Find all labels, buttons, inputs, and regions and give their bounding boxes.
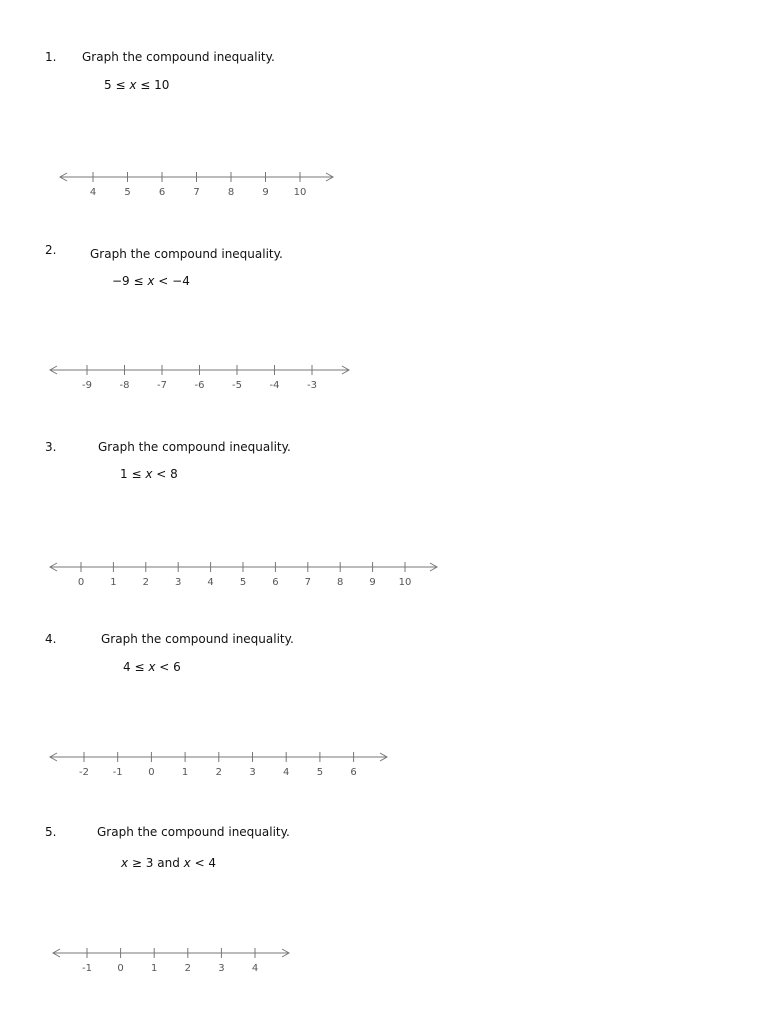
problem-3-expression: 1 ≤ x < 8: [120, 467, 178, 481]
tick-label: 4: [283, 767, 290, 778]
tick-label: 6: [272, 577, 279, 588]
problem-3-number: 3.: [45, 440, 57, 454]
problem-4-number: 4.: [45, 632, 57, 646]
tick-label: 2: [184, 963, 191, 974]
tick-label: -6: [194, 380, 205, 391]
tick-label: -8: [119, 380, 130, 391]
tick-label: 10: [398, 577, 412, 588]
tick-label: 0: [148, 767, 155, 778]
tick-label: -5: [232, 380, 242, 391]
tick-label: 0: [77, 577, 85, 588]
tick-label: 2: [215, 767, 222, 778]
problem-1-prompt: Graph the compound inequality.: [82, 50, 275, 64]
tick-label: -7: [157, 380, 167, 391]
tick-label: 4: [251, 963, 259, 974]
tick-label: -3: [307, 380, 317, 391]
problem-5-expression: x ≥ 3 and x < 4: [121, 856, 217, 870]
problem-1-expression: 5 ≤ x ≤ 10: [104, 78, 170, 92]
tick-label: 7: [304, 577, 311, 588]
tick-label: 9: [369, 577, 376, 588]
tick-label: 8: [227, 187, 235, 198]
tick-label: 3: [249, 767, 256, 778]
tick-label: 5: [316, 767, 324, 778]
tick-label: 6: [158, 187, 166, 198]
problem-1-number: 1.: [45, 50, 57, 64]
tick-label: -9: [82, 380, 92, 391]
tick-label: 4: [89, 187, 97, 198]
tick-label: 3: [218, 963, 225, 974]
tick-label: 1: [151, 963, 158, 974]
tick-label: 1: [110, 577, 117, 588]
tick-label: 5: [239, 577, 247, 588]
problem-2-expression: −9 ≤ x < −4: [112, 274, 190, 288]
tick-label: 9: [262, 187, 269, 198]
problem-2-prompt: Graph the compound inequality.: [90, 247, 283, 261]
problem-3-prompt: Graph the compound inequality.: [98, 440, 291, 454]
tick-label: 7: [193, 187, 200, 198]
tick-label: 5: [124, 187, 131, 198]
problem-2-number: 2.: [45, 243, 57, 257]
tick-label: 4: [207, 577, 214, 588]
tick-label: 0: [117, 963, 124, 974]
tick-label: -4: [269, 380, 280, 391]
tick-label: -1: [112, 767, 123, 778]
tick-label: 3: [175, 577, 182, 588]
tick-label: 10: [293, 187, 307, 198]
problem-4-expression: 4 ≤ x < 6: [123, 660, 181, 674]
problem-4-prompt: Graph the compound inequality.: [101, 632, 294, 646]
tick-label: 8: [337, 577, 344, 588]
problem-5-number: 5.: [45, 825, 57, 839]
tick-label: -2: [79, 767, 89, 778]
tick-label: -1: [82, 963, 92, 974]
tick-label: 1: [181, 767, 189, 778]
tick-label: 6: [350, 767, 357, 778]
tick-label: 2: [142, 577, 149, 588]
problem-5-prompt: Graph the compound inequality.: [97, 825, 290, 839]
